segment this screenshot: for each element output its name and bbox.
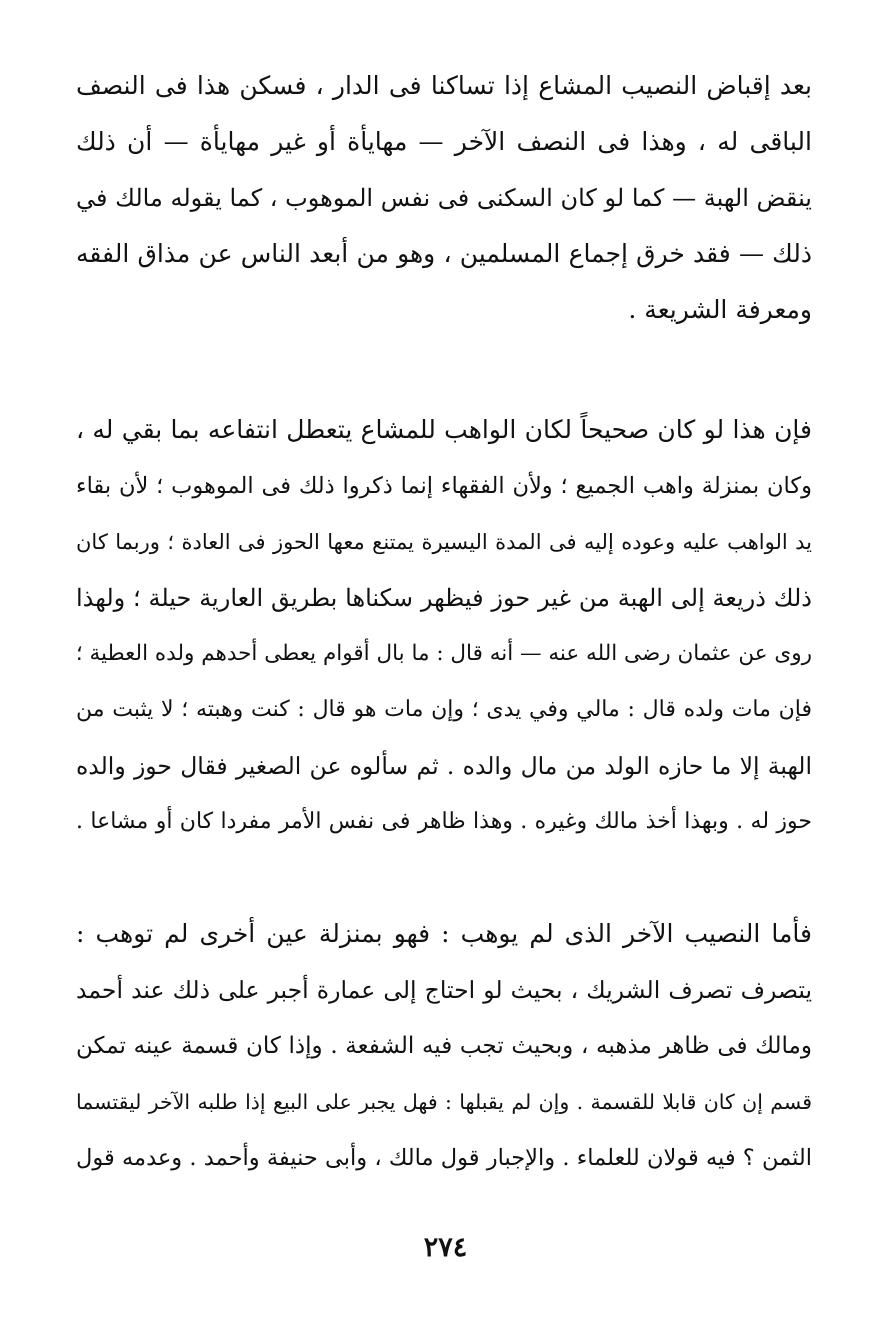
paragraph-line: الهبة إلا ما حازه الولد من مال والده . ثم سألوه عن الصغير فقال حوز والده <box>76 752 812 780</box>
paragraph-line: فأما النصيب الآخر الذى لم يوهب : فهو بمنزلة عين أخرى لم توهب : <box>76 919 812 948</box>
paragraph-line: الباقى له ، وهذا فى النصف الآخر — مهايأة أو غير مهايأة — أن ذلك <box>76 127 812 156</box>
paragraph-line: الثمن ؟ فيه قولان للعلماء . والإجبار قول مالك ، وأبى حنيفة وأحمد . وعدمه قول <box>76 1145 812 1171</box>
paragraph-line: يد الواهب عليه وعوده إليه فى المدة اليسيرة يمتنع معها الحوز فى العادة ؛ وربما كان <box>76 530 812 554</box>
paragraph-line: حوز له . وبهذا أخذ مالك وغيره . وهذا ظاهر فى نفس الأمر مفردا كان أو مشاعا . <box>76 809 812 834</box>
paragraph-1 <box>76 58 812 338</box>
paragraph-2 <box>76 402 812 850</box>
paragraph-line: فإن مات ولده قال : مالي وفي يدى ؛ وإن مات هو قال : كنت وهبته ؛ لا يثبت من <box>76 697 812 722</box>
paragraph-line: ومالك فى ظاهر مذهبه ، وبحيث تجب فيه الشفعة . وإذا كان قسمة عينه تمكن <box>76 1033 812 1059</box>
paragraph-line: ينقض الهبة — كما لو كان السكنى فى نفس الموهوب ، كما يقوله مالك في <box>76 184 812 212</box>
paragraph-line: فإن هذا لو كان صحيحاً لكان الواهب للمشاع يتعطل انتفاعه بما بقي له ، <box>76 415 812 444</box>
paragraph-line: ذلك — فقد خرق إجماع المسلمين ، وهو من أبعد الناس عن مذاق الفقه <box>76 239 812 268</box>
paragraph-line: قسم إن كان قابلا للقسمة . وإن لم يقبلها : فهل يجبر على البيع إذا طلبه الآخر ليقتسما <box>76 1090 812 1114</box>
paragraph-line: ومعرفة الشريعة . <box>628 295 812 324</box>
paragraph-line: بعد إقباض النصيب المشاع إذا تساكنا فى الدار ، فسكن هذا فى النصف <box>76 71 812 100</box>
paragraph-3 <box>76 906 812 1186</box>
paragraph-line: روى عن عثمان رضى الله عنه — أنه قال : ما بال أقوام يعطى أحدهم ولده العطية ؛ <box>76 641 812 666</box>
page-number: ٢٧٤ <box>423 1232 468 1263</box>
paragraph-line: ذلك ذريعة إلى الهبة من غير حوز فيظهر سكناها بطريق العارية حيلة ؛ ولهذا <box>76 584 812 612</box>
paragraph-line: يتصرف تصرف الشريك ، بحيث لو احتاج إلى عمارة أجبر على ذلك عند أحمد <box>76 976 812 1004</box>
paragraph-line: وكان بمنزلة واهب الجميع ؛ ولأن الفقهاء إنما ذكروا ذلك فى الموهوب ؛ لأن بقاء <box>76 473 812 499</box>
